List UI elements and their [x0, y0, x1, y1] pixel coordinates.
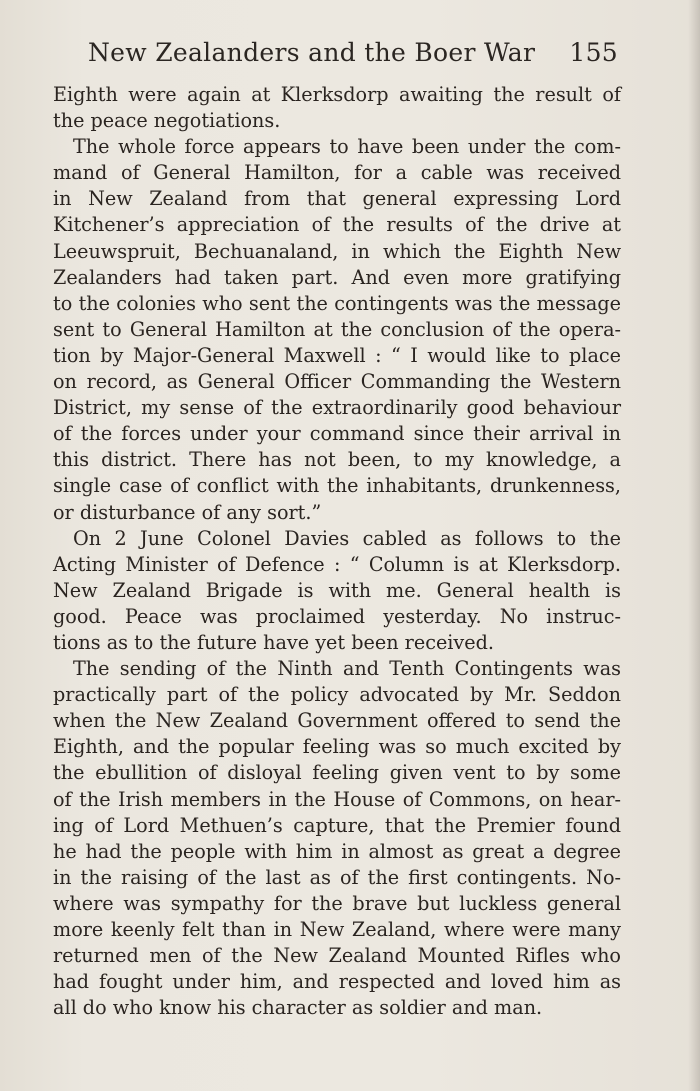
text-line: in the raising of the last as of the first contingents. No-	[53, 865, 621, 889]
text-line: Eighth, and the popular feeling was so much excited by	[53, 735, 621, 759]
text-line: more keenly felt than in New Zealand, where were many	[53, 918, 621, 941]
text-line: Kitchener’s appreciation of the results of the drive at	[53, 213, 621, 237]
text-line: the peace negotiations.	[53, 109, 281, 133]
text-line: this district. There has not been, to my knowledge, a	[53, 448, 621, 472]
text-line: sent to General Hamilton at the conclusion of the opera-	[53, 317, 621, 341]
text-line: tions as to the future have yet been received.	[53, 630, 495, 654]
text-line: Zealanders had taken part. And even more gratifying	[53, 265, 621, 289]
text-line: returned men of the New Zealand Mounted Rifles who	[53, 944, 621, 968]
text-line: single case of conflict with the inhabitants, drunkenness,	[53, 474, 621, 498]
text-line: he had the people with him in almost as great a degree	[53, 839, 621, 863]
text-line: On 2 June Colonel Davies cabled as follows to the	[73, 526, 621, 550]
text-line: mand of General Hamilton, for a cable was received	[53, 161, 621, 185]
page-number: 155	[569, 38, 618, 67]
text-line: in New Zealand from that general expressing Lord	[53, 187, 621, 211]
text-line: where was sympathy for the brave but luckless general	[53, 891, 621, 915]
text-line: of the forces under your command since their arrival in	[53, 422, 621, 446]
text-line: good. Peace was proclaimed yesterday. No instruc-	[53, 604, 621, 628]
text-line: of the Irish members in the House of Commons, on hear-	[53, 787, 621, 811]
text-line: The sending of the Ninth and Tenth Contingents was	[73, 657, 621, 681]
running-head	[88, 38, 618, 78]
text-line: ing of Lord Methuen’s capture, that the Premier found	[53, 813, 621, 837]
text-line: practically part of the policy advocated by Mr. Seddon	[53, 683, 621, 707]
text-line: had fought under him, and respected and loved him as	[53, 970, 621, 994]
text-line: on record, as General Officer Commanding the Western	[53, 370, 621, 394]
text-line: Eighth were again at Klerksdorp awaiting the result of	[53, 83, 621, 106]
text-line: the ebullition of disloyal feeling given vent to by some	[53, 761, 621, 785]
text-line: Leeuwspruit, Bechuanaland, in which the Eighth New	[53, 239, 621, 263]
text-line: District, my sense of the extraordinarily good behaviour	[53, 396, 621, 420]
page-edge-shadow	[688, 0, 700, 1091]
text-line: tion by Major-General Maxwell : “ I would like to place	[53, 343, 621, 367]
text-line: New Zealand Brigade is with me. General health is	[53, 578, 621, 602]
running-head-title: New Zealanders and the Boer War	[88, 38, 536, 67]
text-line: to the colonies who sent the contingents was the message	[53, 291, 621, 315]
body-text	[53, 82, 621, 1021]
text-line: or disturbance of any sort.”	[53, 500, 322, 524]
text-line: Acting Minister of Defence : “ Column is at Klerksdorp.	[53, 552, 621, 576]
text-line: The whole force appears to have been under the com-	[73, 135, 621, 159]
text-line: when the New Zealand Government offered to send the	[53, 709, 621, 733]
text-line: all do who know his character as soldier and man.	[53, 996, 543, 1020]
